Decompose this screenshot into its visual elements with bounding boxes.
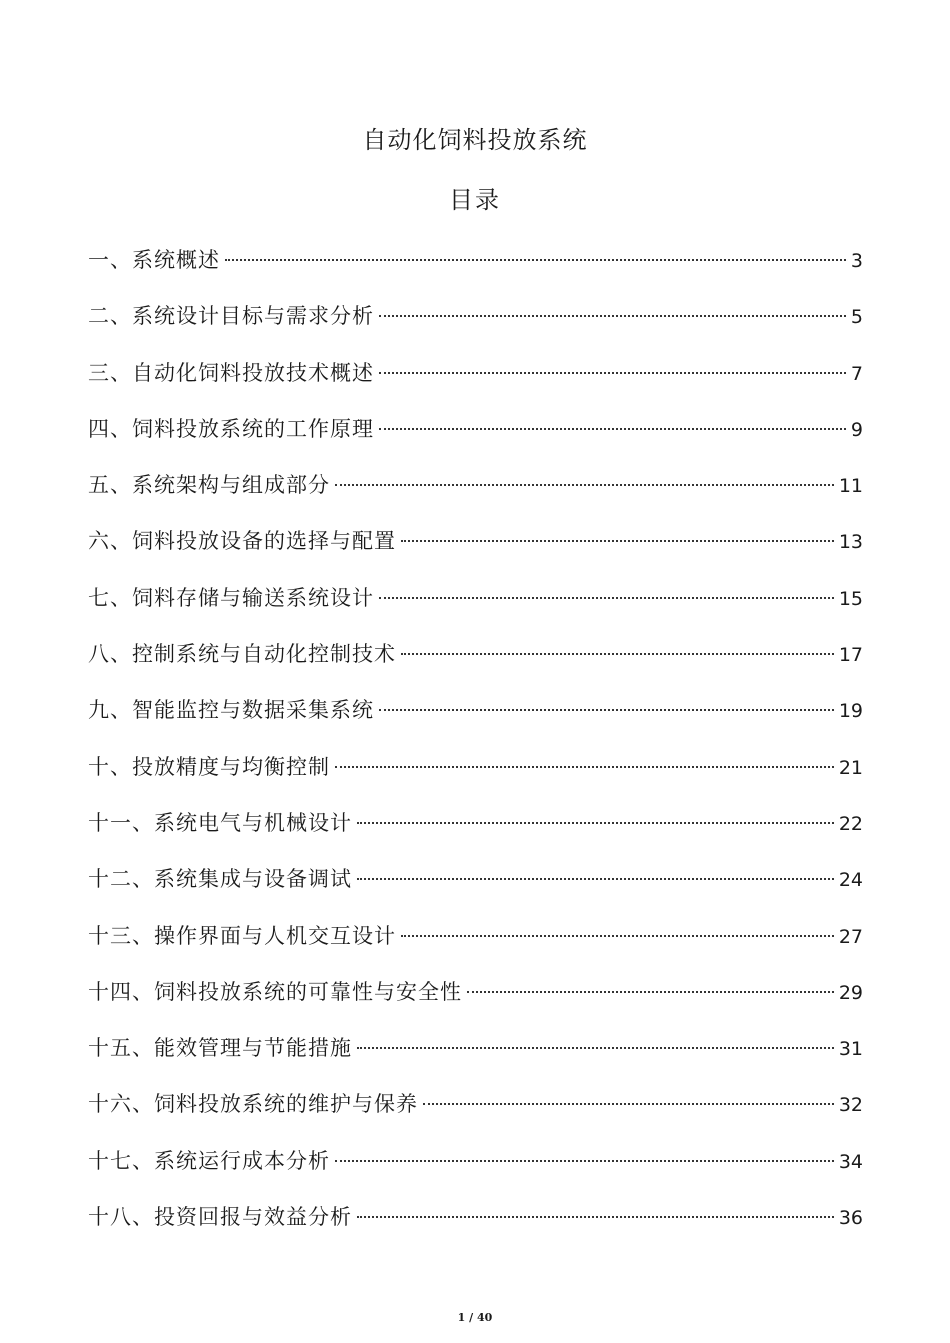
toc-entry-page: 9 bbox=[850, 418, 863, 441]
toc-dot-leader bbox=[467, 991, 834, 993]
toc-entry[interactable] bbox=[88, 582, 863, 638]
toc-entry-title: 二、系统设计目标与需求分析 bbox=[88, 304, 374, 329]
toc-entry-page: 32 bbox=[838, 1094, 863, 1117]
table-of-contents bbox=[88, 244, 863, 1257]
document-title: 自动化饲料投放系统 bbox=[362, 126, 588, 154]
toc-entry[interactable] bbox=[88, 638, 863, 694]
toc-entry-title: 九、智能监控与数据采集系统 bbox=[88, 698, 374, 723]
toc-entry[interactable] bbox=[88, 300, 863, 356]
toc-entry[interactable] bbox=[88, 1201, 863, 1257]
toc-dot-leader bbox=[357, 878, 834, 880]
toc-entry-page: 11 bbox=[838, 475, 863, 498]
toc-dot-leader bbox=[379, 315, 846, 317]
toc-dot-leader bbox=[379, 709, 834, 711]
toc-entry-page: 21 bbox=[838, 756, 863, 779]
toc-entry-title: 十一、系统电气与机械设计 bbox=[88, 810, 352, 835]
toc-dot-leader bbox=[401, 540, 834, 542]
toc-entry-title: 十三、操作界面与人机交互设计 bbox=[88, 923, 396, 948]
toc-entry-title: 四、饲料投放系统的工作原理 bbox=[88, 416, 374, 441]
toc-entry-page: 19 bbox=[838, 700, 863, 723]
toc-entry[interactable] bbox=[88, 920, 863, 976]
toc-dot-leader bbox=[357, 822, 834, 824]
toc-entry-page: 29 bbox=[838, 981, 863, 1004]
toc-dot-leader bbox=[379, 372, 846, 374]
toc-entry[interactable] bbox=[88, 413, 863, 469]
toc-entry-title: 十六、饲料投放系统的维护与保养 bbox=[88, 1092, 418, 1117]
toc-entry-title: 十四、饲料投放系统的可靠性与安全性 bbox=[88, 979, 462, 1004]
toc-entry-title: 十八、投资回报与效益分析 bbox=[88, 1205, 352, 1230]
toc-entry[interactable] bbox=[88, 807, 863, 863]
toc-entry-title: 一、系统概述 bbox=[88, 248, 220, 272]
toc-entry-page: 17 bbox=[838, 644, 863, 667]
toc-entry-page: 24 bbox=[838, 869, 863, 892]
toc-dot-leader bbox=[335, 1160, 834, 1162]
toc-entry[interactable] bbox=[88, 976, 863, 1032]
toc-entry-page: 3 bbox=[850, 250, 863, 272]
toc-entry-page: 7 bbox=[850, 362, 863, 385]
toc-entry[interactable] bbox=[88, 244, 863, 300]
toc-entry-page: 31 bbox=[838, 1038, 863, 1061]
toc-entry-page: 15 bbox=[838, 587, 863, 610]
toc-entry-title: 十、投放精度与均衡控制 bbox=[88, 754, 330, 779]
toc-dot-leader bbox=[401, 935, 834, 937]
toc-entry-title: 十五、能效管理与节能措施 bbox=[88, 1036, 352, 1061]
toc-entry[interactable] bbox=[88, 1145, 863, 1201]
toc-entry-title: 三、自动化饲料投放技术概述 bbox=[88, 360, 374, 385]
toc-dot-leader bbox=[357, 1216, 834, 1218]
toc-dot-leader bbox=[335, 484, 834, 486]
toc-entry[interactable] bbox=[88, 1032, 863, 1088]
toc-entry-title: 六、饲料投放设备的选择与配置 bbox=[88, 529, 396, 554]
toc-entry-title: 七、饲料存储与输送系统设计 bbox=[88, 585, 374, 610]
toc-dot-leader bbox=[357, 1047, 834, 1049]
toc-entry[interactable] bbox=[88, 469, 863, 525]
toc-entry-page: 27 bbox=[838, 925, 863, 948]
toc-dot-leader bbox=[225, 259, 846, 261]
toc-entry-title: 十二、系统集成与设备调试 bbox=[88, 867, 352, 892]
toc-entry-page: 5 bbox=[850, 306, 863, 329]
toc-entry[interactable] bbox=[88, 525, 863, 581]
toc-dot-leader bbox=[379, 428, 846, 430]
toc-entry-title: 十七、系统运行成本分析 bbox=[88, 1148, 330, 1173]
toc-entry[interactable] bbox=[88, 357, 863, 413]
toc-dot-leader bbox=[379, 597, 834, 599]
toc-entry-title: 五、系统架构与组成部分 bbox=[88, 473, 330, 498]
toc-dot-leader bbox=[423, 1103, 834, 1105]
toc-dot-leader bbox=[335, 766, 834, 768]
toc-entry[interactable] bbox=[88, 751, 863, 807]
toc-entry[interactable] bbox=[88, 1088, 863, 1144]
toc-entry-page: 36 bbox=[838, 1207, 863, 1230]
toc-entry-page: 22 bbox=[838, 812, 863, 835]
toc-heading: 目录 bbox=[449, 186, 501, 214]
toc-entry-title: 八、控制系统与自动化控制技术 bbox=[88, 642, 396, 667]
toc-entry-page: 13 bbox=[838, 531, 863, 554]
toc-entry[interactable] bbox=[88, 694, 863, 750]
toc-dot-leader bbox=[401, 653, 834, 655]
page-number-footer: 1 / 40 bbox=[457, 1311, 493, 1324]
toc-entry-page: 34 bbox=[838, 1150, 863, 1173]
toc-entry[interactable] bbox=[88, 863, 863, 919]
